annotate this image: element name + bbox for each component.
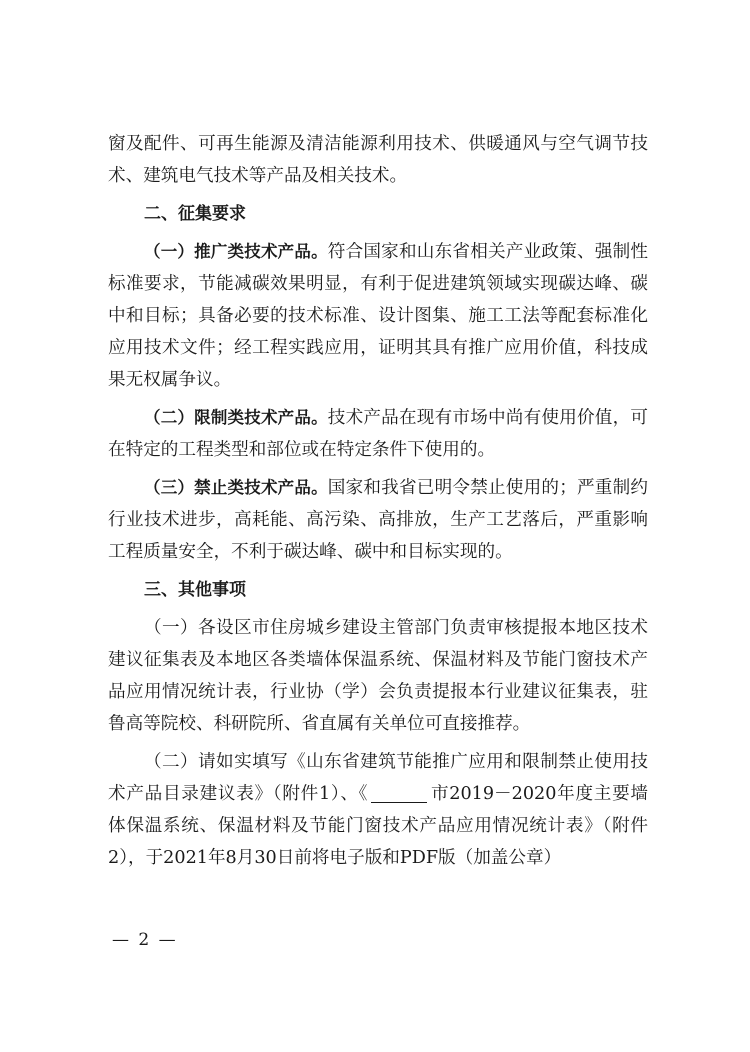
paragraph-fill-instructions: [108, 746, 648, 874]
paragraph-text: 市2019－2020年度主要墙体保温系统、保温材料及节能门窗技术产品应用情况统计表》（附件2），于2021年8月30日前将电子版和PDF版（加盖公章）: [108, 784, 648, 868]
paragraph-review-submission: （一）各设区市住房城乡建设主管部门负责审核提报本地区技术建议征集表及本地区各类墙体保温系统、保温材料及节能门窗技术产品应用情况统计表，行业协（学）会负责提报本行业建议征集表，驻鲁高等院校、科研院所、省直属有关单位可直接推荐。: [108, 618, 648, 734]
paragraph-promotion-category: [108, 236, 648, 396]
subheading-restricted: （二）限制类技术产品。: [144, 408, 328, 427]
section-heading-requirements: 二、征集要求: [144, 204, 246, 224]
paragraph-prohibited-category: [108, 472, 648, 568]
paragraph-text: （二）请如实填写: [144, 752, 289, 772]
paragraph-restricted-category: [108, 402, 648, 466]
subheading-promotion: （一）推广类技术产品。: [144, 242, 328, 261]
paragraph-text: 技术产品在现有市场中尚有使用价值，可在特定的工程类型和部位或在特定条件下使用的。: [108, 408, 648, 460]
page-number: — 2 —: [112, 930, 178, 950]
paragraph-text: 国家和我省已明令禁止使用的；严重制约行业技术进步，高耗能、高污染、高排放，生产工艺落后，严重影响工程质量安全，不利于碳达峰、碳中和目标实现的。: [108, 478, 648, 562]
fill-in-blank: [371, 782, 427, 803]
document-body: [108, 128, 648, 880]
subheading-prohibited: （三）禁止类技术产品。: [144, 478, 328, 497]
section-heading-other-matters: 三、其他事项: [144, 580, 246, 600]
paragraph-continuation: 窗及配件、可再生能源及清洁能源利用技术、供暖通风与空气调节技术、建筑电气技术等产品及相关技术。: [108, 134, 648, 186]
paragraph-text: 《山东省建筑节能推广应用和限制禁止使用技术产品目录建议表》（附件1）、《: [108, 752, 648, 804]
paragraph-text: 符合国家和山东省相关产业政策、强制性标准要求，节能减碳效果明显，有利于促进建筑领域实现碳达峰、碳中和目标；具备必要的技术标准、设计图集、施工工法等配套标准化应用技术文件；经工程实践应用，证明其具有推广应用价值，科技成果无权属争议。: [108, 242, 648, 390]
